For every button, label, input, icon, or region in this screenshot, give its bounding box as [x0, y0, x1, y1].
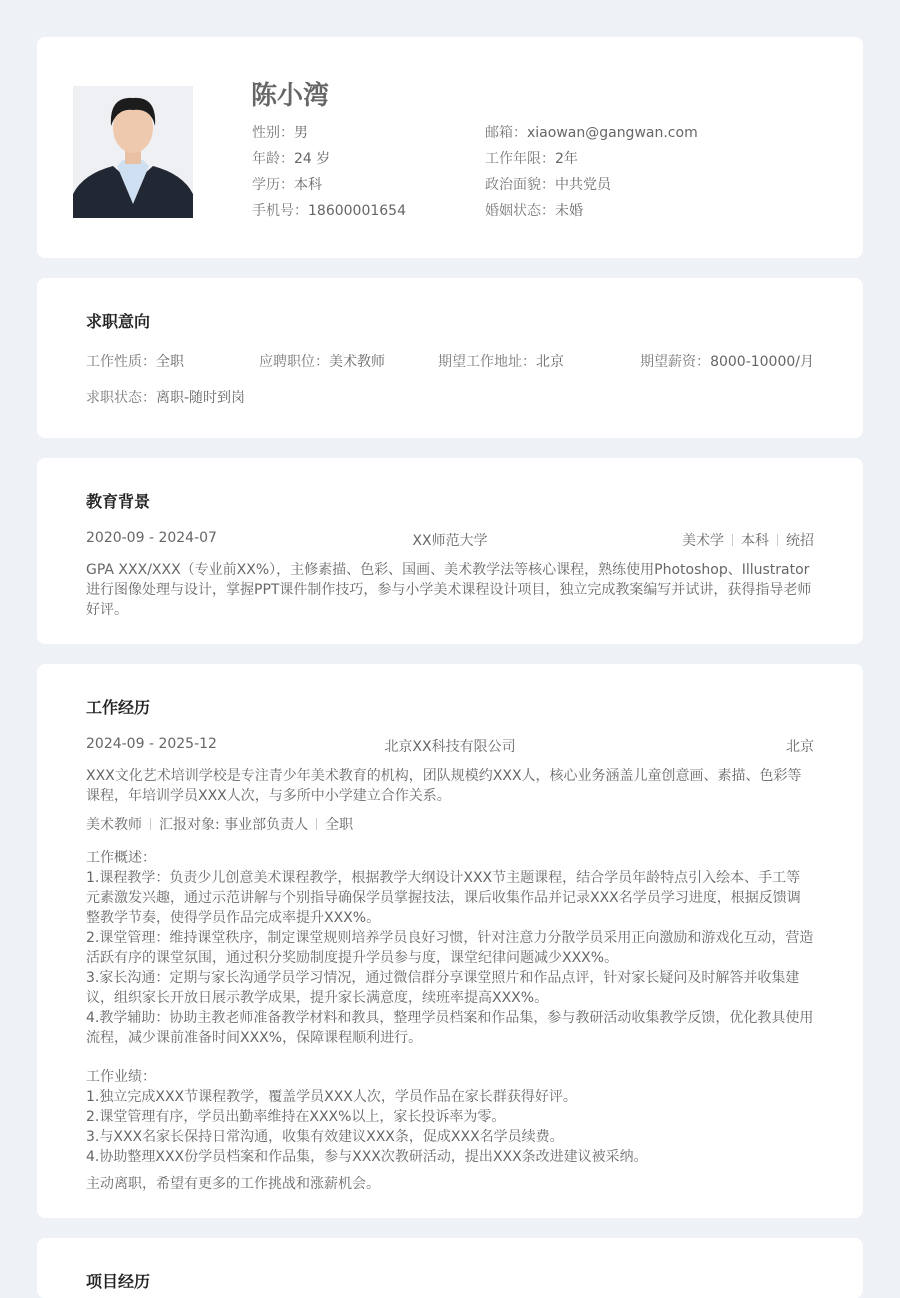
avatar — [73, 86, 193, 218]
education-section — [37, 458, 863, 644]
overview-item: 2.课堂管理：维持课堂秩序，制定课堂规则培养学员良好习惯，针对注意力分散学员采用正向激励和游戏化互动，营造活跃有序的课堂氛围，通过积分奖励制度提升学员参与度，课堂纪律问题减少XXX%。 — [86, 930, 814, 966]
phone-field: 手机号：18600001654 — [252, 203, 406, 219]
work-overview: 工作概述： 1.课程教学：负责少儿创意美术课程教学，根据教学大纲设计XXX节主题课程，结合学员年龄特点引入绘本、手工等元素激发兴趣，通过示范讲解与个别指导确保学员掌握技法，课后收集作品并记录XXX名学员学习进度，根据反馈调整教学节奏，使得学员作品完成率提升XXX%。 2.课堂管理：维持课堂秩序，制定课堂规则培养学员良好习惯，针对注意力分散学员采用正向激励和游戏化互动，营造活跃有序的课堂氛围，通过积分奖励制度提升学员参与度，课堂纪律问题减少XXX%。 3.家长沟通：定期与家长沟通学员学习情况，通过微信群分享课堂照片和作品点评，针对家长疑问及时解答并收集建议，组织家长开放日展示教学成果，提升家长满意度，续班率提高XXX%。 4.教学辅助：协助主教老师准备教学材料和教具，整理学员档案和作品集，参与教研活动收集教学反馈，优化教具使用流程，减少课前准备时间XXX%，保障课程顺利进行。 — [86, 850, 814, 1046]
section-title: 教育背景 — [86, 492, 151, 511]
school-name: XX师范大学 — [412, 533, 488, 549]
company-description: XXX文化艺术培训学校是专注青少年美术教育的机构，团队规模约XXX人，核心业务涵盖儿童创意画、素描、色彩等课程，年培训学员XXX人次，与多所中小学建立合作关系。 — [86, 768, 802, 804]
project-section — [37, 1238, 863, 1298]
achievement-item: 4.协助整理XXX份学员档案和作品集，参与XXX次教研活动，提出XXX条改进建议被采纳。 — [86, 1149, 648, 1165]
marital-field: 婚姻状态：未婚 — [485, 203, 583, 219]
overview-item: 3.家长沟通：定期与家长沟通学员学习情况，通过微信群分享课堂照片和作品点评，针对家长疑问及时解答并收集建议，组织家长开放日展示教学成果，提升家长满意度，续班率提高XXX%。 — [86, 970, 800, 1006]
role-tags: 美术教师 汇报对象: 事业部负责人 全职 — [86, 817, 354, 833]
salary-field: 期望薪资：8000-10000/月 — [640, 354, 814, 370]
work-period: 2024-09 - 2025-12 — [86, 736, 217, 752]
overview-item: 4.教学辅助：协助主教老师准备教学材料和教具，整理学员档案和作品集，参与教研活动收集教学反馈，优化教具使用流程，减少课前准备时间XXX%，保障课程顺利进行。 — [86, 1010, 814, 1046]
company-name: 北京XX科技有限公司 — [384, 739, 516, 755]
profile-card — [37, 37, 863, 258]
leave-reason: 主动离职，希望有更多的工作挑战和涨薪机会。 — [86, 1176, 380, 1192]
edu-description: GPA XXX/XXX（专业前XX%），主修素描、色彩、国画、美术教学法等核心课程，熟练使用Photoshop、Illustrator进行图像处理与设计，掌握PPT课件制作技巧，参与小学美术课程设计项目，独立完成教案编写并试讲，获得指导老师好评。 — [86, 562, 812, 618]
age-field: 年龄：24 岁 — [252, 151, 331, 167]
section-title: 工作经历 — [86, 698, 151, 717]
overview-item: 1.课程教学：负责少儿创意美术课程教学，根据教学大纲设计XXX节主题课程，结合学员年龄特点引入绘本、手工等元素激发兴趣，通过示范讲解与个别指导确保学员掌握技法，课后收集作品并记录XXX名学员学习进度，根据反馈调整教学节奏，使得学员作品完成率提升XXX%。 — [86, 870, 801, 926]
achievement-item: 1.独立完成XXX节课程教学，覆盖学员XXX人次，学员作品在家长群获得好评。 — [86, 1089, 577, 1105]
candidate-name: 陈小湾 — [251, 81, 330, 111]
edu-tags: 美术学 本科 统招 — [682, 533, 814, 549]
section-title: 项目经历 — [86, 1272, 151, 1291]
achievement-item: 2.课堂管理有序，学员出勤率维持在XXX%以上，家长投诉率为零。 — [86, 1109, 506, 1125]
section-title: 求职意向 — [86, 312, 151, 331]
position-field: 应聘职位：美术教师 — [259, 354, 385, 370]
location-field: 期望工作地址：北京 — [438, 354, 564, 370]
work-years-field: 工作年限：2年 — [485, 151, 578, 167]
education-field: 学历：本科 — [252, 177, 322, 193]
edu-period: 2020-09 - 2024-07 — [86, 530, 217, 546]
job-status-field: 求职状态：离职-随时到岗 — [86, 390, 246, 406]
work-experience-section — [37, 664, 863, 1218]
gender-field: 性别：男 — [252, 125, 308, 141]
job-type-field: 工作性质：全职 — [86, 354, 184, 370]
achievement-item: 3.与XXX名家长保持日常沟通，收集有效建议XXX条，促成XXX名学员续费。 — [86, 1129, 564, 1145]
job-intent-section — [37, 278, 863, 438]
work-achievements: 工作业绩： 1.独立完成XXX节课程教学，覆盖学员XXX人次，学员作品在家长群获得好评。 2.课堂管理有序，学员出勤率维持在XXX%以上，家长投诉率为零。 3.与XXX名家长保持日常沟通，收集有效建议XXX条，促成XXX名学员续费。 4.协助整理XXX份学员档案和作品集，参与XXX次教研活动，提出XXX条改进建议被采纳。 — [86, 1067, 814, 1167]
email-field: 邮箱：xiaowan@gangwan.com — [485, 125, 698, 141]
politics-field: 政治面貌：中共党员 — [485, 177, 611, 193]
work-city: 北京 — [786, 739, 814, 755]
